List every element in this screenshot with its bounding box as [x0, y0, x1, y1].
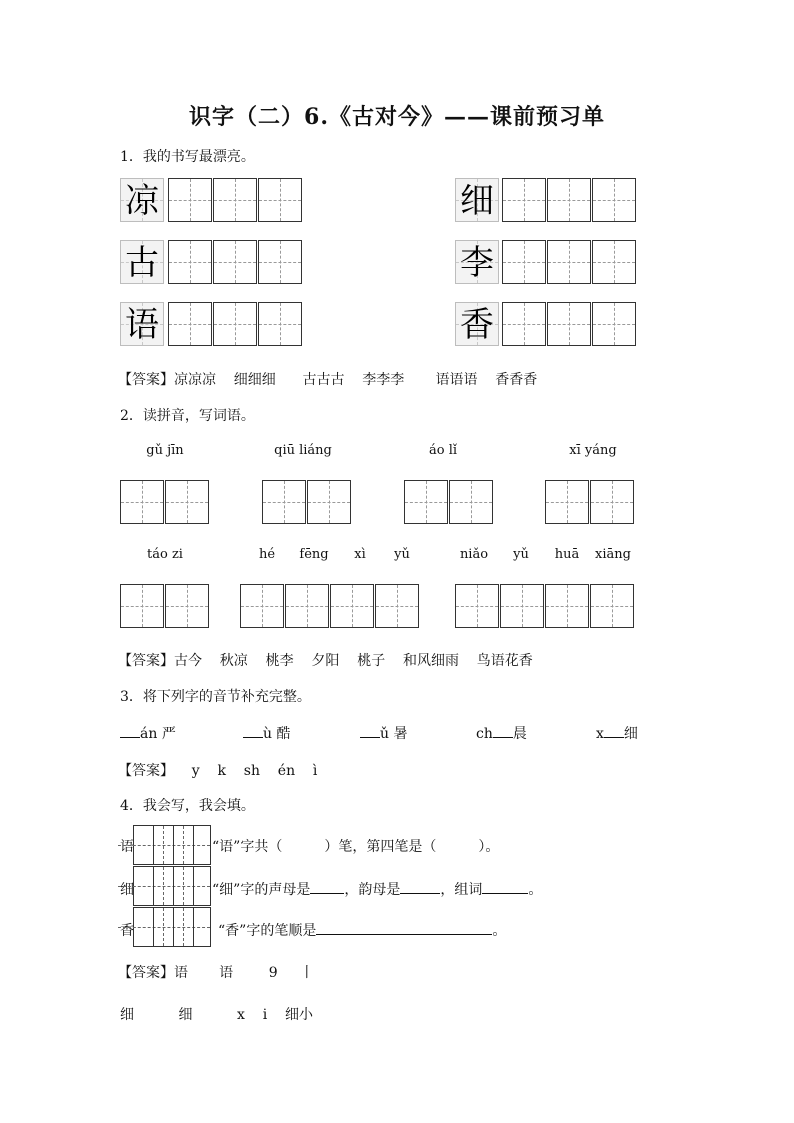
writing-cell[interactable] — [330, 584, 374, 628]
writing-cell[interactable] — [592, 240, 636, 284]
pinyin-label: huā — [554, 547, 580, 562]
model-char: 古 — [120, 240, 164, 284]
writing-cell[interactable] — [375, 584, 419, 628]
writing-cell[interactable] — [165, 480, 209, 524]
writing-cell[interactable] — [240, 584, 284, 628]
q4-char-label: 语 — [120, 839, 134, 855]
model-char: 语 — [120, 302, 164, 346]
writing-cell[interactable] — [547, 240, 591, 284]
syllable-item: ǔ 暑 — [360, 723, 407, 743]
model-char: 香 — [455, 302, 499, 346]
q4-char-label: 细 — [120, 882, 134, 898]
q4-answer: 【答案】语 语 9 丨 — [118, 965, 314, 981]
pinyin-label: niǎo — [459, 547, 489, 562]
pinyin-label: fēng — [299, 547, 329, 562]
writing-cell[interactable] — [545, 584, 589, 628]
writing-cell[interactable] — [258, 178, 302, 222]
q3-answer: 【答案】 y k sh én ì — [118, 763, 318, 779]
pinyin-label: xiāng — [595, 547, 631, 562]
writing-cell[interactable] — [592, 178, 636, 222]
writing-cell[interactable] — [262, 480, 306, 524]
writing-cell[interactable] — [502, 302, 546, 346]
writing-cell[interactable] — [165, 584, 209, 628]
stroke-grid[interactable] — [133, 866, 211, 906]
writing-cell[interactable] — [455, 584, 499, 628]
blank-input[interactable] — [243, 737, 263, 738]
syllable-item: án 严 — [120, 723, 176, 743]
pinyin-label: gǔ jīn — [146, 443, 184, 458]
writing-cell[interactable] — [168, 178, 212, 222]
writing-cell[interactable] — [545, 480, 589, 524]
writing-cell[interactable] — [258, 302, 302, 346]
q1-heading: 1．我的书写最漂亮。 — [120, 149, 255, 165]
writing-cell[interactable] — [502, 240, 546, 284]
q2-heading: 2．读拼音，写词语。 — [120, 408, 255, 424]
writing-cell[interactable] — [307, 480, 351, 524]
blank-input[interactable] — [482, 893, 528, 894]
blank-input[interactable] — [400, 893, 440, 894]
writing-cell[interactable] — [592, 302, 636, 346]
writing-cell[interactable] — [502, 178, 546, 222]
syllable-item: ù 酷 — [243, 723, 290, 743]
writing-cell[interactable] — [285, 584, 329, 628]
model-char: 凉 — [120, 178, 164, 222]
q2-answer: 【答案】古今 秋凉 桃李 夕阳 桃子 和风细雨 鸟语花香 — [118, 653, 533, 669]
model-char: 细 — [455, 178, 499, 222]
writing-cell[interactable] — [213, 240, 257, 284]
pinyin-label: xì — [354, 547, 366, 562]
q4-char-label: 香 — [120, 923, 134, 939]
model-char: 李 — [455, 240, 499, 284]
writing-cell[interactable] — [168, 302, 212, 346]
blank-input[interactable] — [316, 934, 492, 935]
syllable-item: ch 晨 — [476, 726, 527, 742]
pinyin-label: áo lǐ — [428, 443, 458, 458]
writing-cell[interactable] — [213, 302, 257, 346]
q4-question-line3: “香”字的笔顺是 。 — [218, 923, 507, 939]
q3-heading: 3．将下列字的音节补充完整。 — [120, 689, 311, 705]
pinyin-label: qiū liáng — [274, 443, 332, 458]
blank-input[interactable] — [310, 893, 344, 894]
stroke-grid[interactable] — [133, 825, 211, 865]
pinyin-label: yǔ — [394, 547, 410, 562]
writing-cell[interactable] — [120, 584, 164, 628]
stroke-grid[interactable] — [133, 907, 211, 947]
writing-cell[interactable] — [590, 480, 634, 524]
writing-cell[interactable] — [404, 480, 448, 524]
writing-cell[interactable] — [213, 178, 257, 222]
q4-answer-line2: 细 细 x i 细小 — [120, 1007, 313, 1023]
blank-input[interactable] — [604, 737, 624, 738]
q4-question-line2: “细”字的声母是 ，韵母是 ，组词 。 — [212, 882, 543, 898]
pinyin-label: táo zi — [147, 547, 183, 562]
writing-cell[interactable] — [168, 240, 212, 284]
writing-cell[interactable] — [120, 480, 164, 524]
pinyin-label: hé — [258, 547, 276, 562]
q4-question-line1: “语”字共（ ）笔，第四笔是（ ）。 — [212, 839, 500, 855]
blank-input[interactable] — [120, 737, 140, 738]
q4-heading: 4．我会写，我会填。 — [120, 798, 255, 814]
pinyin-label: xī yáng — [569, 443, 617, 458]
writing-cell[interactable] — [547, 178, 591, 222]
blank-input[interactable] — [360, 737, 380, 738]
pinyin-label: yǔ — [513, 547, 529, 562]
writing-cell[interactable] — [258, 240, 302, 284]
writing-cell[interactable] — [590, 584, 634, 628]
page-title: 识字（二）6.《古对今》——课前预习单 — [189, 104, 605, 130]
blank-input[interactable] — [493, 737, 513, 738]
writing-cell[interactable] — [547, 302, 591, 346]
writing-cell[interactable] — [449, 480, 493, 524]
q1-answer: 【答案】凉凉凉 细细细 古古古 李李李 语语语 香香香 — [118, 372, 538, 388]
syllable-item: x 细 — [596, 726, 638, 742]
writing-cell[interactable] — [500, 584, 544, 628]
